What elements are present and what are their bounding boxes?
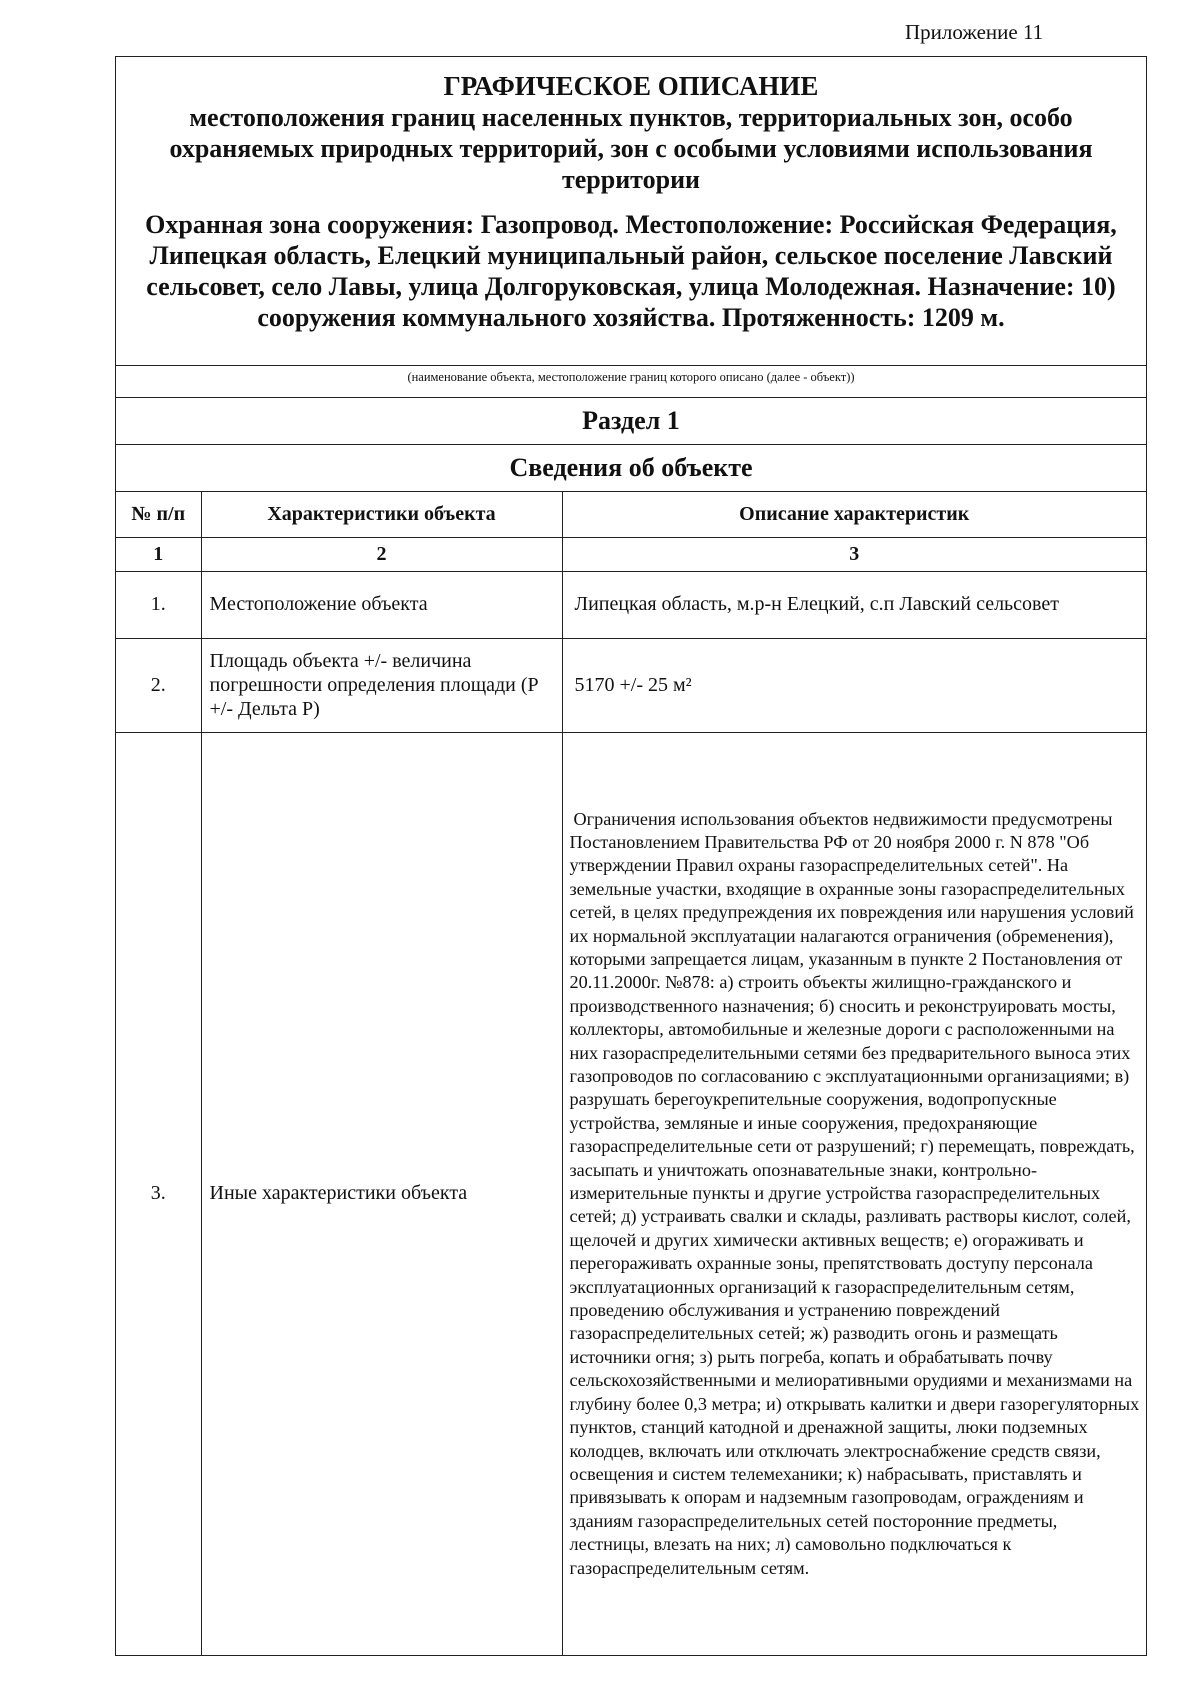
row-description: Ограничения использования объектов недвижимости предусмотрены Постановлением Правительства РФ от 20 ноября 2000 г. N 878 "Об утверждении Правил охраны газораспределительных сетей". На земельные участки, входящие в охранные зоны газораспределительных сетей, в целях предупреждения их повреждения или нарушения условий их нормальной эксплуатации налагаются ограничения (обременения), которыми запрещается лицам, указанным в пункте 2 Постановления от 20.11.2000г. №878: а) строить объекты жилищно-гражданского и производственного назначения; б) сносить и реконструировать мосты, коллекторы, автомобильные и железные дороги с расположенными на них газораспределительными сетями без предварительного выноса этих газопроводов по согласованию с эксплуатационными организациями; в) разрушать берегоукрепительные сооружения, водопропускные устройства, земляные и иные сооружения, предохраняющие газораспределительные сети от разрушений; г) перемещать, повреждать, засыпать и уничтожать опознавательные знаки, контрольно-измерительные пункты и другие устройства газораспределительных сетей; д) устраивать свалки и склады, разливать растворы кислот, солей, щелочей и других химически активных веществ; е) огораживать и перегораживать охранные зоны, препятствовать доступу персонала эксплуатационных организаций к газораспределительным сетям, проведению обслуживания и устранению повреждений газораспределительных сетей; ж) разводить огонь и размещать источники огня; з) рыть погреба, копать и обрабатывать почву сельскохозяйственными и мелиоративными орудиями и механизмами на глубину более 0,3 метра; и) открывать калитки и двери газорегуляторных пунктов, станций катодной и дренажной защиты, люки подземных колодцев, включать или отключать электроснабжение средств связи, освещения и систем телемеханики; к) набрасывать, приставлять и привязывать к опорам и надземным газопроводам, ограждениям и зданиям газораспределительных сетей посторонние предметы, лестницы, влезать на них; л) самовольно подключаться к газораспределительным сетям.: [569, 808, 1140, 1578]
header-description: Описание характеристик: [562, 492, 1146, 537]
appendix-label: Приложение 11: [905, 20, 1044, 44]
document-frame: [115, 56, 1147, 1656]
document-header: [116, 57, 1146, 366]
object-name-caption: (наименование объекта, местоположение границ которого описано (далее - объект)): [116, 366, 1146, 398]
header-characteristic: Характеристики объекта: [201, 492, 562, 537]
section-title: Раздел 1: [116, 398, 1146, 445]
object-info-table: [116, 492, 1146, 1655]
row-number: 3.: [116, 732, 201, 1655]
row-characteristic: Местоположение объекта: [201, 571, 562, 638]
row-number: 2.: [116, 638, 201, 732]
table-row: [116, 571, 1146, 638]
column-number-3: 3: [562, 537, 1146, 571]
column-numbers-row: [116, 537, 1146, 571]
table-row: [116, 638, 1146, 732]
row-description: 5170 +/- 25 м²: [562, 638, 1146, 732]
row-number: 1.: [116, 571, 201, 638]
table-header-row: [116, 492, 1146, 537]
section-subtitle: Сведения об объекте: [116, 445, 1146, 492]
row-characteristic: Площадь объекта +/- величина погрешности определения площади (P +/- Дельта P): [201, 638, 562, 732]
document-subtitle: местоположения границ населенных пунктов, территориальных зон, особо охраняемых природных территорий, зон с особыми условиями использования территории: [169, 103, 1093, 194]
row-characteristic: Иные характеристики объекта: [201, 732, 562, 1655]
document-title: ГРАФИЧЕСКОЕ ОПИСАНИЕ: [443, 71, 819, 101]
column-number-1: 1: [116, 537, 201, 571]
header-number: № п/п: [116, 492, 201, 537]
column-number-2: 2: [201, 537, 562, 571]
table-row: [116, 732, 1146, 1655]
object-name: Охранная зона сооружения: Газопровод. Местоположение: Российская Федерация, Липецкая область, Елецкий муниципальный район, сельское поселение Лавский сельсовет, село Лавы, улица Долгоруковская, улица Молодежная. Назначение: 10) сооружения коммунального хозяйства. Протяженность: 1209 м.: [145, 210, 1117, 332]
row-description: Липецкая область, м.р-н Елецкий, с.п Лавский сельсовет: [562, 571, 1146, 638]
